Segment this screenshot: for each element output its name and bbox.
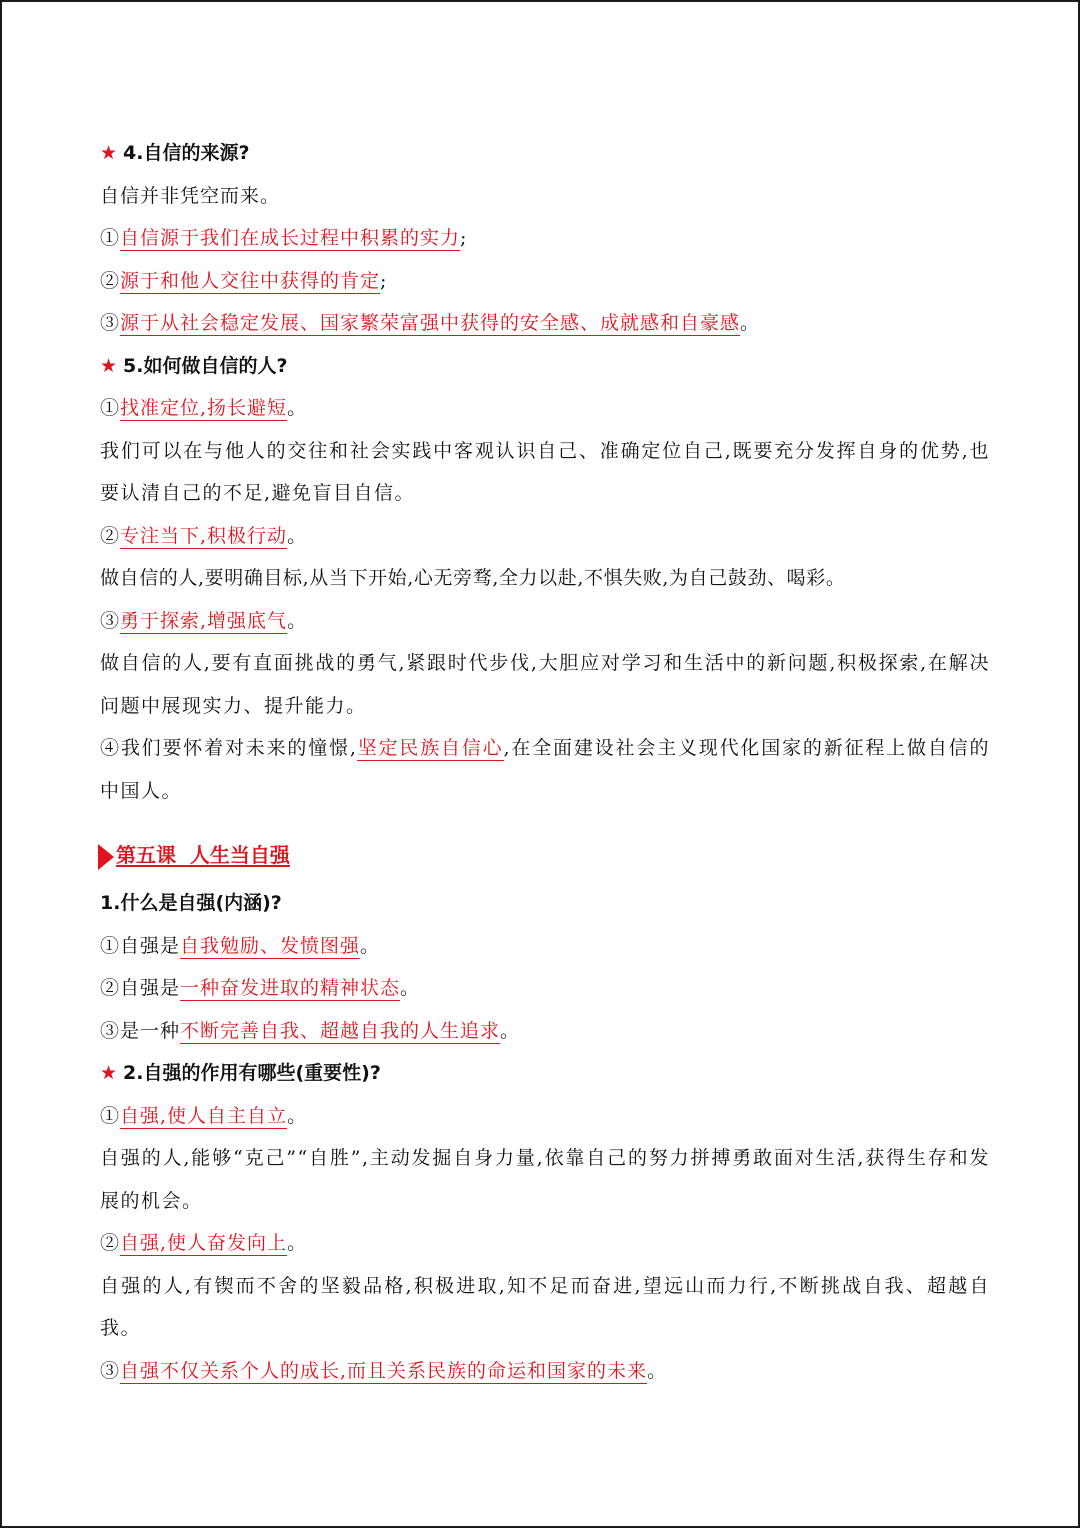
list-item xyxy=(100,302,990,345)
question-title: 4.自信的来源? xyxy=(123,142,250,164)
key-point: 自我勉励、发愤图强 xyxy=(180,934,361,957)
paragraph-text: 自强是 xyxy=(120,977,181,999)
paragraph-text: 我们要怀着对未来的憧憬, xyxy=(120,737,358,759)
punctuation: 。 xyxy=(287,397,308,419)
question-heading: 1.什么是自强(内涵)? xyxy=(100,892,282,914)
list-item xyxy=(100,600,990,643)
paragraph: 我们可以在与他人的交往和社会实践中客观认识自己、准确定位自己,既要充分发挥自身的优势,也要认清自己的不足,避免盲目自信。 xyxy=(100,439,990,504)
key-point: 一种奋发进取的精神状态 xyxy=(180,977,401,999)
question-title: 5.如何做自信的人? xyxy=(123,354,288,377)
punctuation: 。 xyxy=(287,524,308,547)
lesson-title: 第五课 人生当自强 xyxy=(116,843,290,867)
punctuation: 。 xyxy=(500,1019,521,1042)
key-point: 源于从社会稳定发展、国家繁荣富强中获得的安全感、成就感和自豪感 xyxy=(120,312,741,334)
list-item xyxy=(100,1350,990,1393)
paragraph-text: 自强是 xyxy=(120,934,181,957)
paragraph: 做自信的人,要有直面挑战的勇气,紧跟时代步伐,大胆应对学习和生活中的新问题,积极探索,在解决问题中展现实力、提升能力。 xyxy=(100,652,990,717)
punctuation: 。 xyxy=(400,977,421,999)
key-point: 自强,使人自主自立 xyxy=(120,1104,288,1127)
list-item xyxy=(100,387,990,430)
punctuation: 。 xyxy=(647,1359,668,1382)
punctuation: 。 xyxy=(287,609,308,632)
item-number: ① xyxy=(100,227,121,249)
item-number: ② xyxy=(100,524,121,547)
punctuation: 。 xyxy=(740,312,761,334)
paragraph: 自信并非凭空而来。 xyxy=(100,184,281,207)
list-item xyxy=(100,967,990,1010)
paragraph-text: ,在全面建设社会主义现代化国家的新征程上做自信的中国人。 xyxy=(100,737,990,802)
key-point: 自信源于我们在成长过程中积累的实力 xyxy=(120,227,461,249)
item-number: ② xyxy=(100,977,121,999)
key-point: 不断完善自我、超越自我的人生追求 xyxy=(180,1019,501,1042)
list-item xyxy=(100,925,990,968)
key-point: 自强,使人奋发向上 xyxy=(120,1232,288,1254)
key-point: 找准定位,扬长避短 xyxy=(120,397,288,419)
item-number: ① xyxy=(100,1104,121,1127)
punctuation: ; xyxy=(380,269,388,292)
punctuation: 。 xyxy=(287,1104,308,1127)
list-item xyxy=(100,1222,990,1265)
key-point: 源于和他人交往中获得的肯定 xyxy=(120,269,381,292)
list-item xyxy=(100,260,990,303)
paragraph-text: 是一种 xyxy=(120,1019,181,1042)
paragraph: 做自信的人,要明确目标,从当下开始,心无旁骛,全力以赴,不惧失败,为自己鼓劲、喝彩。 xyxy=(100,567,846,589)
star-icon: ★ xyxy=(100,354,118,377)
arrow-icon xyxy=(98,844,114,870)
punctuation: 。 xyxy=(360,934,381,957)
list-item xyxy=(100,727,990,812)
star-icon: ★ xyxy=(100,1062,118,1084)
question-title: 2.自强的作用有哪些(重要性)? xyxy=(123,1062,381,1084)
item-number: ② xyxy=(100,269,121,292)
item-number: ① xyxy=(100,397,121,419)
list-item xyxy=(100,515,990,558)
item-number: ③ xyxy=(100,609,121,632)
paragraph: 自强的人,能够“克己”“自胜”,主动发掘自身力量,依靠自己的努力拼搏勇敢面对生活,获得生存和发展的机会。 xyxy=(100,1147,990,1212)
item-number: ③ xyxy=(100,1019,121,1042)
item-number: ③ xyxy=(100,312,121,334)
key-point: 坚定民族自信心 xyxy=(357,737,504,759)
punctuation: ; xyxy=(460,227,468,249)
list-item xyxy=(100,217,990,260)
question-heading xyxy=(100,132,990,175)
star-icon: ★ xyxy=(100,142,118,164)
question-heading xyxy=(100,345,990,388)
item-number: ② xyxy=(100,1232,121,1254)
item-number: ③ xyxy=(100,1359,121,1382)
key-point: 自强不仅关系个人的成长,而且关系民族的命运和国家的未来 xyxy=(120,1359,648,1382)
item-number: ④ xyxy=(100,737,121,759)
paragraph: 自强的人,有锲而不舍的坚毅品格,积极进取,知不足而奋进,望远山而力行,不断挑战自我、超越自我。 xyxy=(100,1274,990,1339)
lesson-heading xyxy=(100,828,990,882)
punctuation: 。 xyxy=(287,1232,308,1254)
item-number: ① xyxy=(100,934,121,957)
key-point: 专注当下,积极行动 xyxy=(120,524,288,547)
key-point: 勇于探索,增强底气 xyxy=(120,609,288,632)
list-item xyxy=(100,1010,990,1053)
list-item xyxy=(100,1095,990,1138)
page-content xyxy=(100,132,990,1392)
question-heading xyxy=(100,1052,990,1095)
